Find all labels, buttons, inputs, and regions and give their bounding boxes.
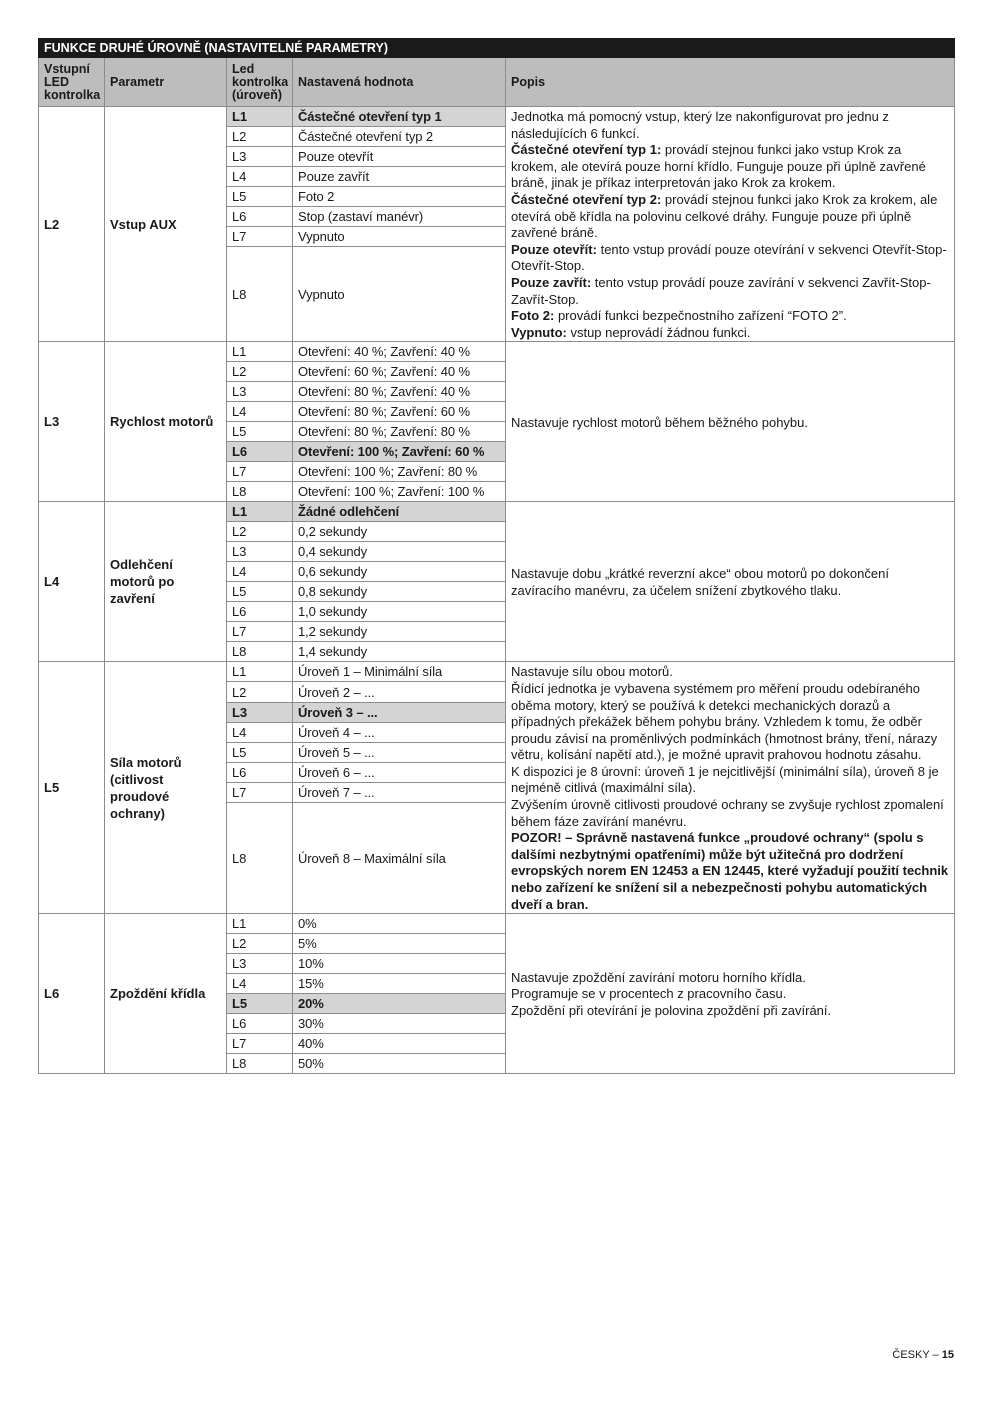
description-text: Zpoždění při otevírání je polovina zpoždění při zavírání. (511, 1003, 832, 1019)
level-cell: L6 (227, 602, 293, 622)
value-cell: Úroveň 3 – ... (293, 702, 506, 722)
description-cell (506, 107, 955, 342)
value-cell: Otevření: 80 %; Zavření: 60 % (293, 402, 506, 422)
value-cell: Pouze zavřít (293, 167, 506, 187)
table-header-row (39, 58, 955, 107)
parameter-name-line: Vstup AUX (110, 216, 177, 232)
level-cell: L5 (227, 422, 293, 442)
value-cell: 50% (293, 1054, 506, 1074)
value-cell: Vypnuto (293, 227, 506, 247)
level-cell: L4 (227, 402, 293, 422)
parameter-cell (105, 502, 227, 662)
level-cell: L8 (227, 247, 293, 342)
level-cell: L3 (227, 147, 293, 167)
level-cell: L1 (227, 107, 293, 127)
description-paragraph (511, 242, 949, 275)
description-paragraph (511, 109, 949, 142)
description-text: provádí funkci bezpečnostního zařízení “FOTO 2”. (554, 308, 847, 324)
value-cell: 20% (293, 994, 506, 1014)
value-cell: Úroveň 1 – Minimální síla (293, 662, 506, 682)
header-led-level-line: Led (232, 61, 255, 76)
value-cell: 0,4 sekundy (293, 542, 506, 562)
value-cell: 10% (293, 954, 506, 974)
input-led-cell: L6 (39, 914, 105, 1074)
parameter-name-line: motorů po (110, 574, 175, 590)
footer-language: ČESKY – (892, 1349, 939, 1361)
header-led-input-line: Vstupní (44, 61, 90, 76)
table-row (39, 662, 955, 682)
level-cell: L8 (227, 482, 293, 502)
level-cell: L4 (227, 722, 293, 742)
description-text: provádí stejnou funkci jako Krok za krokem, ale otevírá obě křídla na polovinu celkové dráhy. Funguje pouze při úplně zavřené bráně. (511, 191, 938, 241)
value-cell: 1,2 sekundy (293, 622, 506, 642)
description-paragraph (511, 275, 949, 308)
value-cell: Částečné otevření typ 1 (293, 107, 506, 127)
value-cell: Foto 2 (293, 187, 506, 207)
header-led-level-line: (úroveň) (232, 87, 282, 102)
level-cell: L7 (227, 1034, 293, 1054)
value-cell: Úroveň 2 – ... (293, 682, 506, 702)
value-cell: Vypnuto (293, 247, 506, 342)
level-cell: L4 (227, 562, 293, 582)
parameters-table (38, 38, 955, 1074)
value-cell: Pouze otevřít (293, 147, 506, 167)
value-cell: 1,4 sekundy (293, 642, 506, 662)
level-cell: L6 (227, 207, 293, 227)
description-paragraph (511, 192, 949, 242)
value-cell: 0,8 sekundy (293, 582, 506, 602)
description-text: tento vstup provádí pouze otevírání v sekvenci Otevřít-Stop-Otevřít-Stop. (511, 241, 947, 274)
description-paragraph (511, 415, 949, 432)
level-cell: L6 (227, 763, 293, 783)
header-led-level (227, 58, 293, 107)
description-bold-term: POZOR! – Správně nastavená funkce „proudové ochrany“ (spolu s dalšími nezbytnými opatřeními) může být užitečná pro dodržení evropských norem EN 12453 a EN 12445, které vyžadují použití technik nebo zařízení ke snížení sil a nebezpečnosti pohybu automatických dveří a bran. (511, 830, 949, 912)
description-paragraph (511, 325, 949, 342)
description-bold-term: Pouze otevřít: (511, 241, 597, 257)
input-led-cell: L4 (39, 502, 105, 662)
description-text: Nastavuje zpoždění zavírání motoru horního křídla. (511, 969, 806, 985)
description-bold-term: Částečné otevření typ 2: (511, 191, 662, 207)
parameter-cell (105, 914, 227, 1074)
level-cell: L5 (227, 582, 293, 602)
parameter-name-line: Odlehčení (110, 557, 173, 573)
table-row (39, 342, 955, 362)
description-cell (506, 914, 955, 1074)
description-paragraph (511, 970, 949, 987)
description-cell (506, 662, 955, 914)
value-cell: 30% (293, 1014, 506, 1034)
input-led-cell: L2 (39, 107, 105, 342)
level-cell: L8 (227, 642, 293, 662)
parameter-name-line: Rychlost motorů (110, 414, 214, 430)
level-cell: L7 (227, 462, 293, 482)
level-cell: L6 (227, 1014, 293, 1034)
value-cell: 5% (293, 934, 506, 954)
value-cell: Úroveň 6 – ... (293, 763, 506, 783)
description-paragraph (511, 830, 949, 913)
header-led-input-line: LED (44, 74, 69, 89)
parameter-name-line: Síla motorů (110, 754, 182, 770)
description-text: Zvýšením úrovně citlivosti proudové ochrany se zvyšuje rychlost zpomalení během fáze zavírání manévru. (511, 797, 944, 829)
parameter-name-line: ochrany) (110, 805, 165, 821)
page-number: 15 (941, 1349, 954, 1361)
level-cell: L5 (227, 994, 293, 1014)
level-cell: L2 (227, 127, 293, 147)
header-led-input (39, 58, 105, 107)
value-cell: Otevření: 40 %; Zavření: 40 % (293, 342, 506, 362)
value-cell: 1,0 sekundy (293, 602, 506, 622)
value-cell: Úroveň 4 – ... (293, 722, 506, 742)
level-cell: L8 (227, 1054, 293, 1074)
description-paragraph (511, 681, 949, 764)
page-footer (892, 1349, 954, 1361)
description-paragraph (511, 566, 949, 599)
description-bold-term: Foto 2: (511, 308, 555, 324)
value-cell: 40% (293, 1034, 506, 1054)
value-cell: Otevření: 100 %; Zavření: 100 % (293, 482, 506, 502)
level-cell: L2 (227, 522, 293, 542)
value-cell: 0,2 sekundy (293, 522, 506, 542)
input-led-cell: L5 (39, 662, 105, 914)
value-cell: Žádné odlehčení (293, 502, 506, 522)
level-cell: L5 (227, 187, 293, 207)
value-cell: Částečné otevření typ 2 (293, 127, 506, 147)
header-parameter: Parametr (105, 58, 227, 107)
level-cell: L3 (227, 542, 293, 562)
description-text: Jednotka má pomocný vstup, který lze nakonfigurovat pro jednu z následujících 6 funkcí. (511, 109, 889, 141)
description-paragraph (511, 142, 949, 192)
header-led-level-line: kontrolka (232, 74, 289, 89)
description-bold-term: Částečné otevření typ 1: (511, 142, 662, 158)
header-set-value: Nastavená hodnota (293, 58, 506, 107)
table-row (39, 914, 955, 934)
description-text: Nastavuje dobu „krátké reverzní akce“ obou motorů po dokončení zavíracího manévru, za účelem snížení zbytkového tlaku. (511, 566, 889, 598)
description-text: K dispozici je 8 úrovní: úroveň 1 je nejcitlivější (minimální síla), úroveň 8 je nejméně citlivá (maximální síla). (511, 763, 939, 796)
level-cell: L2 (227, 682, 293, 702)
level-cell: L1 (227, 662, 293, 682)
value-cell: Stop (zastaví manévr) (293, 207, 506, 227)
value-cell: 0,6 sekundy (293, 562, 506, 582)
parameter-name-line: Zpoždění křídla (110, 986, 206, 1002)
level-cell: L7 (227, 783, 293, 803)
level-cell: L3 (227, 702, 293, 722)
value-cell: Otevření: 60 %; Zavření: 40 % (293, 362, 506, 382)
level-cell: L3 (227, 382, 293, 402)
description-bold-term: Pouze zavřít: (511, 274, 592, 290)
level-cell: L6 (227, 442, 293, 462)
description-paragraph (511, 764, 949, 797)
parameter-name-line: proudové (110, 788, 170, 804)
level-cell: L5 (227, 742, 293, 762)
table-row (39, 502, 955, 522)
description-paragraph (511, 664, 949, 681)
description-text: provádí stejnou funkci jako vstup Krok za krokem, ale otevírá pouze horní křídlo. Funguje pouze při úplně zavřené bráně, jinak je příkaz interpretován jako Krok za krokem. (511, 142, 926, 191)
description-cell (506, 502, 955, 662)
description-paragraph (511, 1003, 949, 1020)
level-cell: L1 (227, 502, 293, 522)
input-led-cell: L3 (39, 342, 105, 502)
description-bold-term: Vypnuto: (511, 324, 567, 340)
description-text: Nastavuje rychlost motorů během běžného pohybu. (511, 414, 809, 430)
value-cell: Úroveň 7 – ... (293, 783, 506, 803)
table-body (39, 107, 955, 1074)
table-row (39, 107, 955, 127)
level-cell: L4 (227, 167, 293, 187)
level-cell: L1 (227, 342, 293, 362)
level-cell: L2 (227, 362, 293, 382)
description-paragraph (511, 986, 949, 1003)
value-cell: 15% (293, 974, 506, 994)
description-text: vstup neprovádí žádnou funkci. (566, 324, 751, 340)
description-text: Programuje se v procentech z pracovního času. (511, 986, 787, 1002)
description-text: Řídicí jednotka je vybavena systémem pro měření proudu odebíraného oběma motory, který se používá k detekci mechanických dorazů a případných překážek během pohybu brány. Vzhledem k tomu, že odběr proudu závisí na proměnlivých podmínkách (hmotnost brány, tření, nárazy větru, kolísání napětí atd.), je možné upravit prahovou hodnotu zásahu. (511, 680, 938, 763)
level-cell: L7 (227, 227, 293, 247)
description-text: tento vstup provádí pouze zavírání v sekvenci Zavřít-Stop-Zavřít-Stop. (511, 274, 931, 307)
document-page (38, 38, 954, 1074)
level-cell: L1 (227, 914, 293, 934)
description-text: Nastavuje sílu obou motorů. (511, 664, 673, 680)
parameter-name-line: zavření (110, 591, 155, 607)
level-cell: L3 (227, 954, 293, 974)
value-cell: Otevření: 100 %; Zavření: 80 % (293, 462, 506, 482)
value-cell: 0% (293, 914, 506, 934)
value-cell: Úroveň 8 – Maximální síla (293, 803, 506, 914)
parameter-cell (105, 107, 227, 342)
value-cell: Otevření: 100 %; Zavření: 60 % (293, 442, 506, 462)
level-cell: L7 (227, 622, 293, 642)
parameter-name-line: (citlivost (110, 771, 164, 787)
description-paragraph (511, 797, 949, 830)
level-cell: L8 (227, 803, 293, 914)
value-cell: Otevření: 80 %; Zavření: 80 % (293, 422, 506, 442)
description-paragraph (511, 308, 949, 325)
level-cell: L2 (227, 934, 293, 954)
level-cell: L4 (227, 974, 293, 994)
value-cell: Otevření: 80 %; Zavření: 40 % (293, 382, 506, 402)
parameter-cell (105, 342, 227, 502)
table-title: FUNKCE DRUHÉ ÚROVNĚ (NASTAVITELNÉ PARAMETRY) (39, 39, 955, 58)
header-description: Popis (506, 58, 955, 107)
table-title-row (39, 39, 955, 58)
description-cell (506, 342, 955, 502)
value-cell: Úroveň 5 – ... (293, 742, 506, 762)
header-led-input-line: kontrolka (44, 87, 101, 102)
parameter-cell (105, 662, 227, 914)
